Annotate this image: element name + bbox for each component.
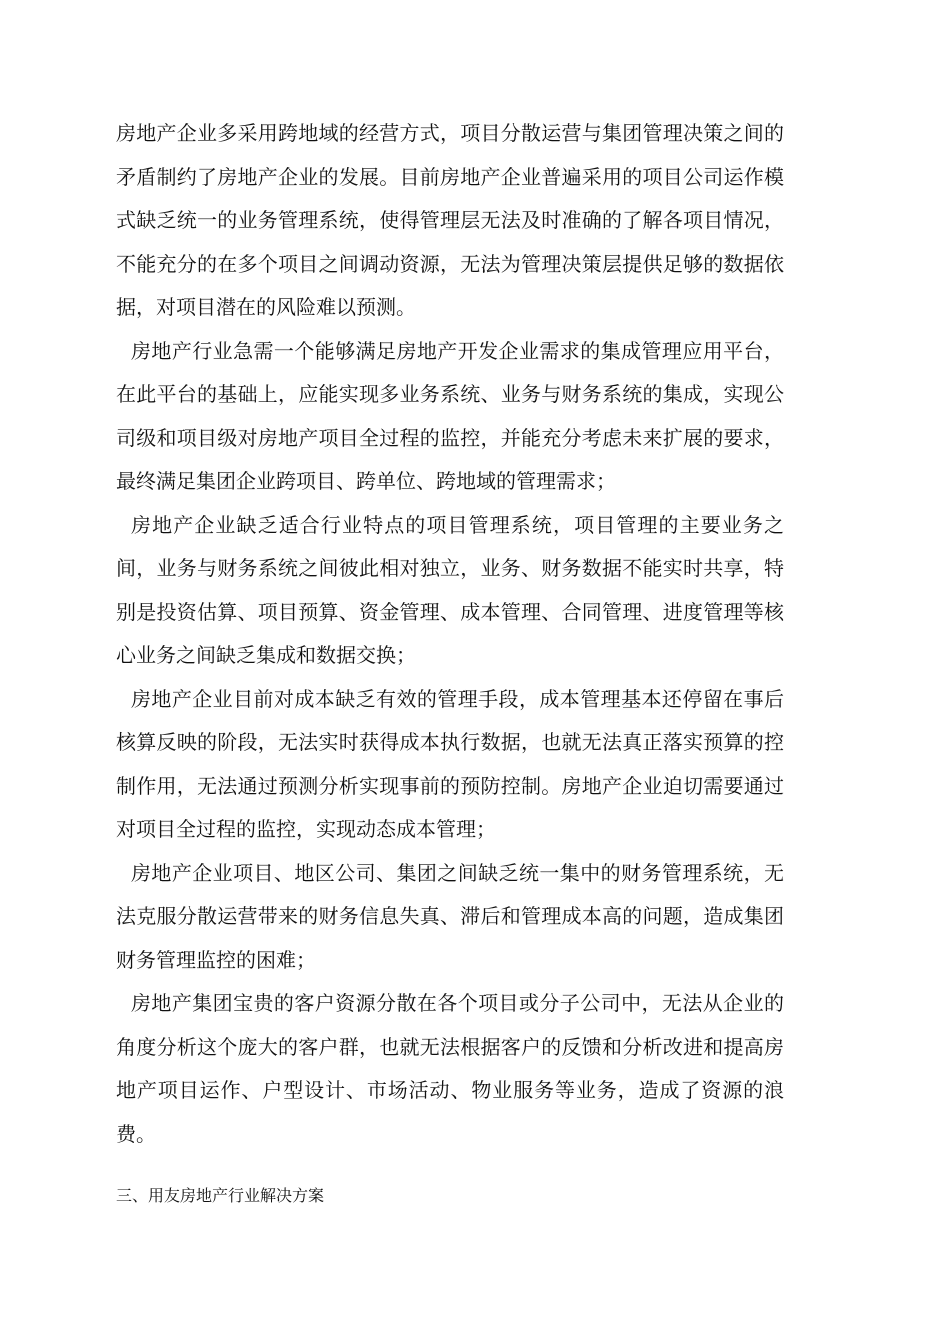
paragraph-2: 房地产行业急需一个能够满足房地产开发企业需求的集成管理应用平台，在此平台的基础上，应能实现多业务系统、业务与财务系统的集成，实现公司级和项目级对房地产项目全过程的监控，并能充分考虑未来扩展的要求，最终满足集团企业跨项目、跨单位、跨地域的管理需求；	[116, 338, 784, 493]
document-body	[116, 112, 784, 1156]
paragraph-6: 房地产集团宝贵的客户资源分散在各个项目或分子公司中，无法从企业的角度分析这个庞大的客户群，也就无法根据客户的反馈和分析改进和提高房地产项目运作、户型设计、市场活动、物业服务等业务，造成了资源的浪费。	[116, 991, 784, 1146]
section-heading: 三、用友房地产行业解决方案	[116, 1186, 325, 1205]
paragraph-4: 房地产企业目前对成本缺乏有效的管理手段，成本管理基本还停留在事后核算反映的阶段，无法实时获得成本执行数据，也就无法真正落实预算的控制作用，无法通过预测分析实现事前的预防控制。房地产企业迫切需要通过对项目全过程的监控，实现动态成本管理；	[116, 686, 784, 841]
paragraph-3: 房地产企业缺乏适合行业特点的项目管理系统，项目管理的主要业务之间，业务与财务系统之间彼此相对独立，业务、财务数据不能实时共享，特别是投资估算、项目预算、资金管理、成本管理、合同管理、进度管理等核心业务之间缺乏集成和数据交换；	[116, 512, 784, 667]
paragraph-5: 房地产企业项目、地区公司、集团之间缺乏统一集中的财务管理系统，无法克服分散运营带来的财务信息失真、滞后和管理成本高的问题，造成集团财务管理监控的困难；	[116, 860, 784, 972]
paragraph-1: 房地产企业多采用跨地域的经营方式，项目分散运营与集团管理决策之间的矛盾制约了房地产企业的发展。目前房地产企业普遍采用的项目公司运作模式缺乏统一的业务管理系统，使得管理层无法及时准确的了解各项目情况，不能充分的在多个项目之间调动资源，无法为管理决策层提供足够的数据依据，对项目潜在的风险难以预测。	[116, 121, 784, 319]
